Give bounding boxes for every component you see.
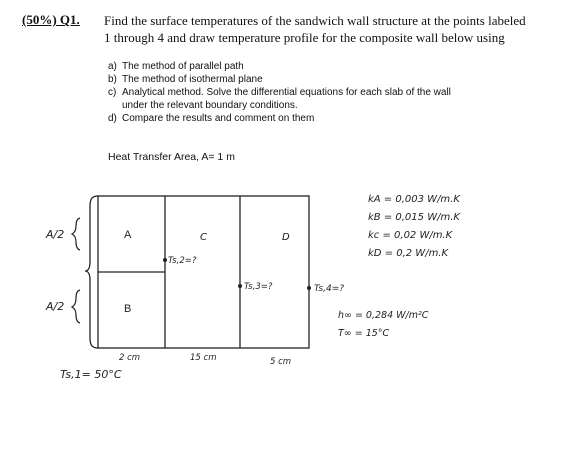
task-letter: b) <box>108 74 117 85</box>
task-letter: d) <box>108 113 117 124</box>
ts3-point <box>238 284 242 288</box>
ts2-point <box>163 258 167 262</box>
k-a-label: kA = 0,003 W/m.K <box>368 194 460 205</box>
width-d-label: 5 cm <box>270 357 292 367</box>
k-d-label: kD = 0,2 W/m.K <box>368 248 449 259</box>
top-half-brace <box>72 218 80 250</box>
task-letter: c) <box>108 87 117 98</box>
h-inf-label: h∞ = 0,284 W/m²C <box>338 310 429 321</box>
ts3-label: Ts,3=? <box>244 282 273 292</box>
k-c-label: kc = 0,02 W/m.K <box>368 230 453 241</box>
t-inf-label: T∞ = 15°C <box>338 328 390 339</box>
ts2-label: Ts,2=? <box>168 256 197 266</box>
area-label: Heat Transfer Area, A= 1 m <box>108 151 235 163</box>
task-text: Analytical method. Solve the differential equations for each slab of the wall <box>122 87 451 98</box>
task-letter: a) <box>108 61 117 72</box>
width-c-label: 15 cm <box>190 353 217 363</box>
task-text: The method of isothermal plane <box>122 74 263 85</box>
ts4-label: Ts,4=? <box>314 284 345 294</box>
ts1-label: Ts,1= 50°C <box>60 368 122 381</box>
task-text: under the relevant boundary conditions. <box>122 100 298 111</box>
half-area-top-label: A/2 <box>46 228 65 241</box>
bottom-half-brace <box>72 290 80 323</box>
left-outer-brace <box>85 196 98 348</box>
slab-b-label: B <box>124 303 132 315</box>
half-area-bottom-label: A/2 <box>46 300 65 313</box>
slab-a-label: A <box>124 229 132 241</box>
task-text: The method of parallel path <box>122 61 244 72</box>
slab-d-label: D <box>282 232 290 243</box>
slab-c-label: C <box>200 232 207 243</box>
question-text-line-1: Find the surface temperatures of the sandwich wall structure at the points labeled <box>104 13 526 28</box>
question-label: (50%) Q1. <box>22 12 80 27</box>
width-ab-label: 2 cm <box>119 353 141 363</box>
task-text: Compare the results and comment on them <box>122 113 315 124</box>
question-text-line-2: 1 through 4 and draw temperature profile for the composite wall below using <box>104 30 505 45</box>
k-b-label: kB = 0,015 W/m.K <box>368 212 460 223</box>
ts4-point <box>307 286 311 290</box>
